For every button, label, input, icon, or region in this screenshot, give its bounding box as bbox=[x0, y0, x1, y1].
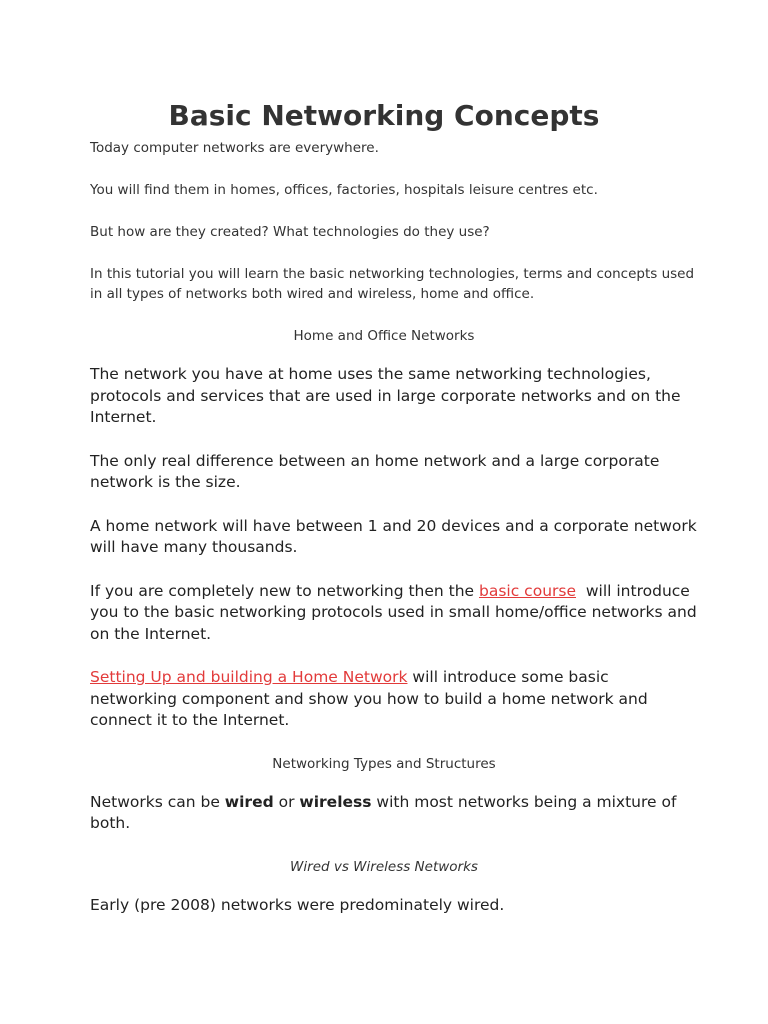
section-heading-home-office: Home and Office Networks bbox=[293, 328, 475, 344]
section-heading-wired: Wired vs Wireless Networks bbox=[290, 858, 478, 875]
paragraph-text: with most networks being a mixture of both. bbox=[90, 792, 677, 832]
home-network-link[interactable]: Setting Up and building a Home Network bbox=[90, 668, 408, 686]
paragraph-text: or bbox=[273, 792, 300, 811]
home-office-paragraph-3: A home network will have between 1 and 20 devices and a corporate network will have many thousands. bbox=[90, 516, 697, 556]
wired-paragraph-1: Early (pre 2008) networks were predominately wired. bbox=[90, 895, 505, 914]
intro-paragraph-4: In this tutorial you will learn the basic networking technologies, terms and concepts used in all types of networks both wired and wireless, home and office. bbox=[90, 266, 695, 302]
paragraph-text: will introduce some basic networking component and show you how to build a home network and connect it to the Internet. bbox=[90, 668, 648, 729]
types-paragraph-1 bbox=[90, 792, 698, 835]
home-office-paragraph-4 bbox=[90, 581, 702, 646]
intro-paragraph-2: You will find them in homes, offices, factories, hospitals leisure centres etc. bbox=[90, 182, 598, 198]
section-heading-types: Networking Types and Structures bbox=[272, 755, 496, 772]
intro-paragraph-1: Today computer networks are everywhere. bbox=[90, 140, 379, 156]
paragraph-text: If you are completely new to networking then the bbox=[90, 581, 480, 600]
basic-course-link[interactable]: basic course bbox=[479, 581, 576, 600]
page-title: Basic Networking Concepts bbox=[168, 99, 600, 132]
intro-paragraph-3: But how are they created? What technologies do they use? bbox=[90, 224, 490, 240]
home-office-paragraph-2: The only real difference between an home network and a large corporate network is the size. bbox=[90, 451, 660, 491]
bold-wireless: wireless bbox=[299, 792, 372, 811]
paragraph-text: Networks can be bbox=[90, 792, 225, 811]
bold-wired: wired bbox=[224, 792, 274, 811]
home-office-paragraph-1: The network you have at home uses the same networking technologies, protocols and services that are used in large corporate networks and on the Internet. bbox=[90, 365, 681, 426]
paragraph-text: will introduce you to the basic networking protocols used in small home/office networks and on the Internet. bbox=[90, 581, 702, 643]
home-office-paragraph-5 bbox=[90, 667, 698, 732]
